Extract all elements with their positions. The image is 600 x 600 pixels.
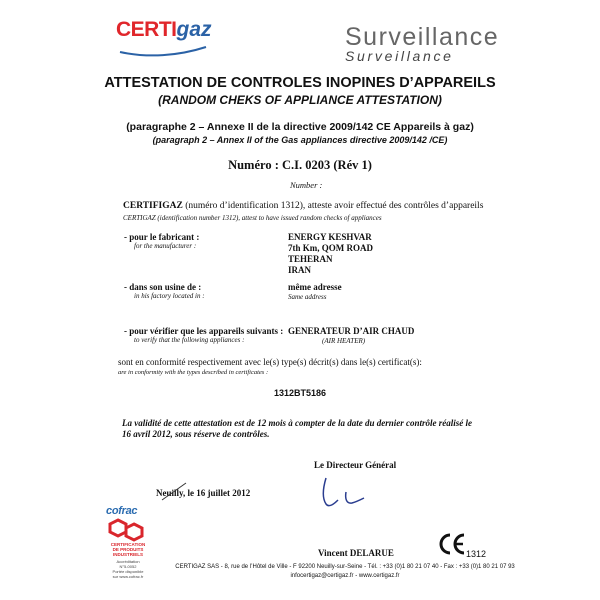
intro-statement-english: CERTIGAZ (identification number 1312), attest to have issued random checks of appliances: [123, 214, 382, 222]
handwritten-signature: [312, 470, 372, 515]
certificate-number: 1312BT5186: [273, 388, 327, 398]
appliances-label: [124, 326, 283, 344]
logo-certi-text: CERTI: [116, 18, 177, 41]
document-title-english: (RANDOM CHEKS OF APPLIANCE ATTESTATION): [158, 93, 442, 107]
manufacturer-label: [124, 232, 199, 250]
surveillance-logo: [345, 25, 499, 64]
manufacturer-label-en: for the manufacturer :: [134, 242, 197, 250]
directive-reference-english: (paragraph 2 – Annex II of the Gas appliances directive 2009/142 /CE): [152, 135, 448, 145]
conformity-statement-english: are in conformity with the types described in certificates :: [118, 369, 269, 376]
appliance-name: GENERATEUR D’AIR CHAUD: [288, 326, 415, 336]
appliances-label-en: to verify that the following appliances :: [134, 336, 245, 344]
cofrac-name: cofrac: [106, 505, 138, 517]
appliance-name-en: (AIR HEATER): [322, 337, 366, 345]
manufacturer-city: TEHERAN: [288, 254, 333, 264]
ce-notified-body-number: 1312: [466, 549, 487, 559]
ce-mark-icon: [438, 532, 466, 556]
signatory-name: Vincent DELARUE: [318, 548, 394, 558]
document-number: Numéro : C.I. 0203 (Rév 1): [228, 158, 372, 172]
cofrac-line3: INDUSTRIELS: [112, 552, 143, 557]
intro-org-name: CERTIFIGAZ: [123, 201, 183, 211]
cofrac-line5: N°5-0052: [119, 564, 137, 569]
certigaz-logo: [116, 18, 212, 42]
document-title: ATTESTATION DE CONTROLES INOPINES D’APPAREILS: [104, 75, 496, 91]
cofrac-line2: DE PRODUITS: [112, 547, 144, 552]
factory-value-en: Same address: [288, 293, 327, 301]
manufacturer-street: 7th Km, QOM ROAD: [288, 243, 373, 253]
surveillance-main-text: Surveillance: [345, 23, 500, 51]
manufacturer-name: ENERGY KESHVAR: [288, 232, 372, 242]
appliances-label-fr: - pour vérifier que les appareils suivants :: [124, 326, 284, 336]
cofrac-line6: Portée disponible: [112, 569, 144, 574]
cofrac-line1: CERTIFICATION: [110, 542, 146, 547]
factory-label-en: in his factory located in :: [134, 292, 205, 300]
cofrac-line4: Accréditation: [116, 559, 140, 564]
conformity-statement: sont en conformité respectivement avec le(s) type(s) décrit(s) dans le(s) certificat(s):: [118, 357, 422, 367]
cofrac-line7: sur www.cofrac.fr: [112, 574, 144, 579]
place-and-date: Neuilly, le 16 juillet 2012: [156, 488, 251, 498]
document-number-english: Number :: [290, 180, 323, 190]
manufacturer-label-fr: - pour le fabricant :: [124, 232, 200, 242]
factory-label: [124, 282, 205, 300]
manufacturer-address: [288, 232, 373, 276]
directive-reference: (paragraphe 2 – Annexe II de la directive 2009/142 CE Appareils à gaz): [126, 121, 474, 133]
signatory-role: Le Directeur Général: [314, 460, 397, 470]
intro-text: (numéro d’identification 1312), atteste avoir effectué des contrôles d’appareils: [182, 201, 484, 211]
manufacturer-country: IRAN: [288, 265, 312, 275]
logo-gaz-text: gaz: [176, 18, 212, 41]
factory-value: [288, 282, 342, 301]
footer-address: CERTIGAZ SAS - 8, rue de l’Hôtel de Ville - F 92200 Neuilly-sur-Seine - Tél. : +33 (0)1 80 21 07 40 - Fax : +33 (0)1 80 21 07 93: [175, 564, 515, 570]
surveillance-sub-text: Surveillance: [345, 48, 454, 64]
cofrac-emblem-icon: [108, 518, 148, 542]
intro-statement: [123, 201, 483, 211]
date-stroke-mark: [160, 480, 190, 504]
validity-statement: La validité de cette attestation est de 12 mois à compter de la date du dernier contrôle réalisé le 16 avril 2012, sous réserve de contrôles.: [122, 418, 472, 439]
factory-label-fr: - dans son usine de :: [124, 282, 202, 292]
appliances-value: [288, 326, 414, 345]
logo-swoosh-icon: [118, 46, 208, 58]
factory-value-fr: même adresse: [288, 282, 342, 292]
footer-contact: infocertigaz@certigaz.fr - www.certigaz.fr: [290, 573, 400, 579]
